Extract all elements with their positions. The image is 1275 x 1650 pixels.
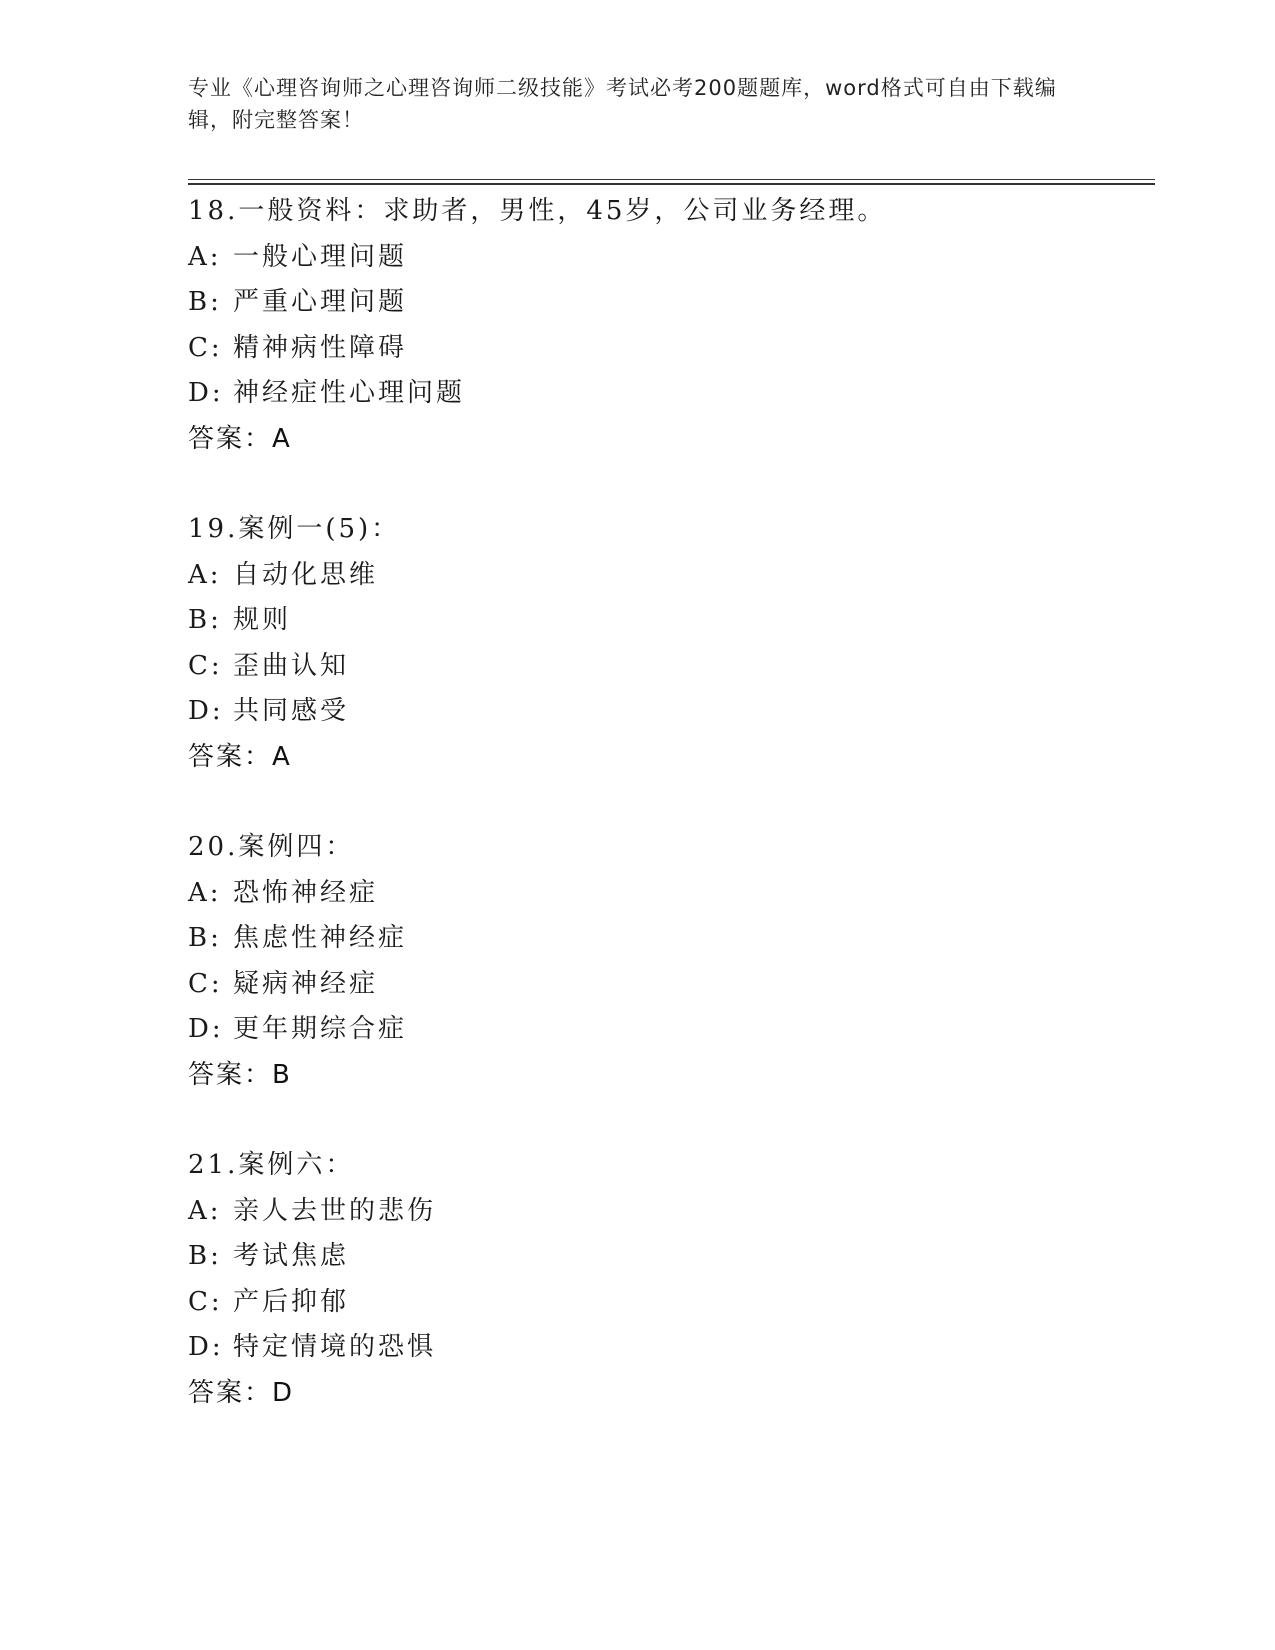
option-label: C: bbox=[188, 332, 223, 363]
option-text: 特定情境的恐惧 bbox=[233, 1332, 437, 1362]
question-stem: 18.一般资料：求助者，男性，45岁，公司业务经理。 bbox=[188, 196, 887, 226]
option-label: A: bbox=[188, 241, 222, 272]
question-list bbox=[188, 189, 1148, 1461]
option-c bbox=[188, 326, 1148, 372]
option-text: 焦虑性神经症 bbox=[233, 923, 408, 953]
option-b bbox=[188, 598, 1148, 644]
option-b bbox=[188, 1234, 1148, 1280]
option-label: B: bbox=[188, 287, 222, 317]
option-text: 神经症性心理问题 bbox=[233, 378, 466, 408]
option-a bbox=[188, 235, 1148, 281]
question-stem: 21.案例六： bbox=[188, 1150, 355, 1180]
option-text: 规则 bbox=[233, 605, 292, 635]
option-a bbox=[188, 553, 1148, 599]
question-18 bbox=[188, 189, 1148, 462]
option-label: D: bbox=[188, 1014, 224, 1044]
question-20 bbox=[188, 825, 1148, 1098]
option-b bbox=[188, 280, 1148, 326]
question-19 bbox=[188, 507, 1148, 780]
option-label: A: bbox=[188, 1195, 222, 1226]
option-d bbox=[188, 689, 1148, 735]
header-rule-thin bbox=[188, 179, 1155, 180]
option-label: A: bbox=[188, 877, 222, 908]
option-text: 更年期综合症 bbox=[233, 1014, 408, 1044]
option-text: 恐怖神经症 bbox=[233, 877, 379, 908]
option-d bbox=[188, 371, 1148, 417]
option-text: 疑病神经症 bbox=[233, 968, 379, 999]
option-text: 考试焦虑 bbox=[233, 1241, 350, 1271]
option-text: 一般心理问题 bbox=[233, 241, 408, 272]
option-text: 亲人去世的悲伤 bbox=[233, 1195, 437, 1226]
option-text: 精神病性障碍 bbox=[233, 332, 408, 363]
option-label: C: bbox=[188, 968, 223, 999]
question-stem: 19.案例一(5)： bbox=[188, 514, 401, 544]
document-header: 专业《心理咨询师之心理咨询师二级技能》考试必考200题题库，word格式可自由下载编辑，附完整答案！ bbox=[188, 76, 1057, 132]
option-label: A: bbox=[188, 559, 222, 590]
option-c bbox=[188, 962, 1148, 1008]
option-label: B: bbox=[188, 1241, 222, 1271]
option-label: D: bbox=[188, 696, 224, 726]
option-label: D: bbox=[188, 378, 224, 408]
option-c bbox=[188, 644, 1148, 690]
question-21 bbox=[188, 1143, 1148, 1416]
option-text: 产后抑郁 bbox=[233, 1286, 350, 1317]
answer-line: 答案：A bbox=[188, 423, 292, 454]
option-c bbox=[188, 1280, 1148, 1326]
header-rule-thick bbox=[188, 183, 1155, 185]
option-a bbox=[188, 1189, 1148, 1235]
answer-line: 答案：D bbox=[188, 1377, 295, 1408]
option-label: B: bbox=[188, 605, 222, 635]
answer-line: 答案：B bbox=[188, 1059, 292, 1090]
option-a bbox=[188, 871, 1148, 917]
option-label: B: bbox=[188, 923, 222, 953]
question-stem: 20.案例四： bbox=[188, 832, 355, 862]
option-label: C: bbox=[188, 1286, 223, 1317]
option-text: 自动化思维 bbox=[233, 559, 379, 590]
option-text: 歪曲认知 bbox=[233, 650, 350, 681]
option-text: 共同感受 bbox=[233, 696, 350, 726]
answer-line: 答案：A bbox=[188, 741, 292, 772]
option-d bbox=[188, 1325, 1148, 1371]
option-label: C: bbox=[188, 650, 223, 681]
option-text: 严重心理问题 bbox=[233, 287, 408, 317]
option-d bbox=[188, 1007, 1148, 1053]
option-label: D: bbox=[188, 1332, 224, 1362]
option-b bbox=[188, 916, 1148, 962]
